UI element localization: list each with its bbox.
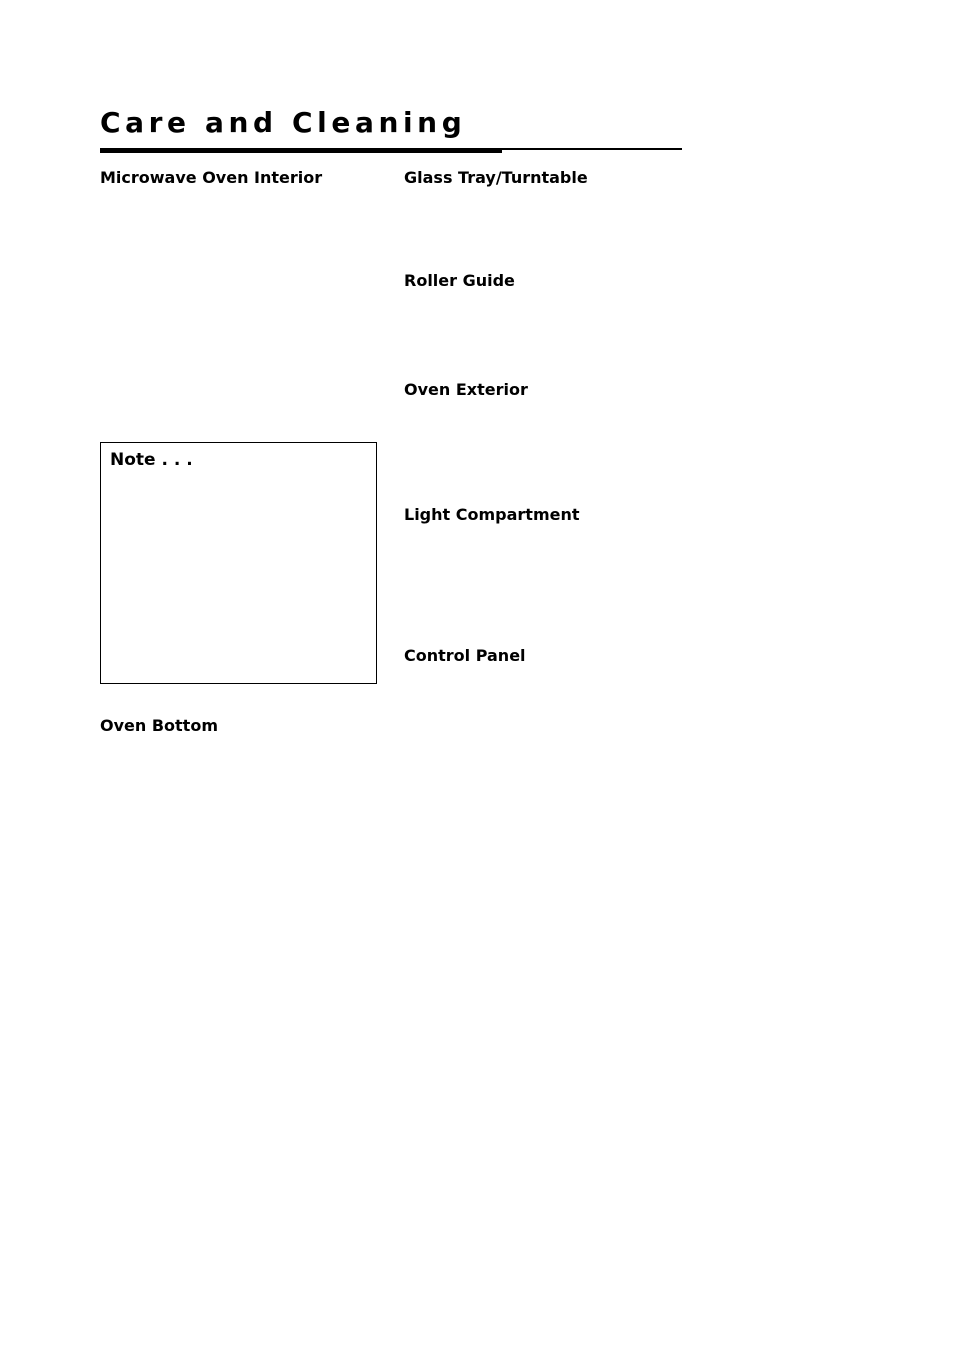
heading-glass-tray-turntable: Glass Tray/Turntable [404,168,588,187]
note-box [100,442,377,684]
heading-roller-guide: Roller Guide [404,271,515,290]
page-title: Care and Cleaning [100,106,467,139]
heading-light-compartment: Light Compartment [404,505,580,524]
heading-oven-bottom: Oven Bottom [100,716,218,735]
title-rule-thick [100,148,502,153]
heading-microwave-oven-interior: Microwave Oven Interior [100,168,323,187]
note-label: Note . . . [110,450,193,470]
heading-control-panel: Control Panel [404,646,526,665]
title-rule-thin [502,148,682,150]
heading-oven-exterior: Oven Exterior [404,380,528,399]
